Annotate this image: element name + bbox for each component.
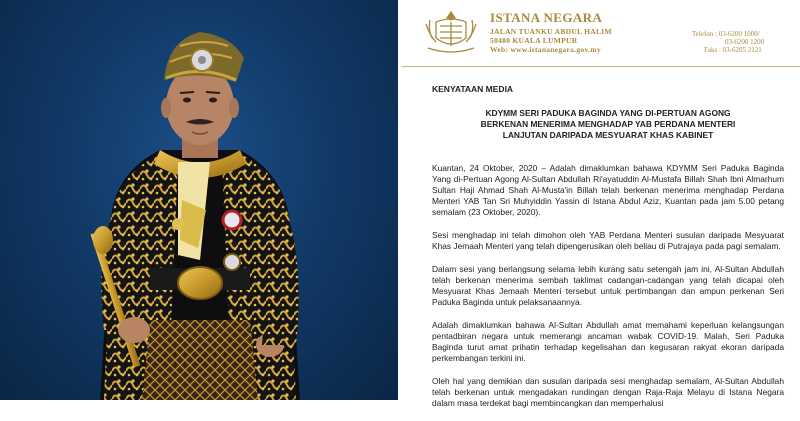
document-title-line: LANJUTAN DARIPADA MESYUARAT KHAS KABINET: [502, 130, 714, 140]
document-paragraph: Adalah dimaklumkan bahawa Al-Sultan Abdullah amat memahami keperluan kelangsungan pentadbiran negara untuk memerangi ancaman wabak COVID-19. Malah, Seri Paduka Baginda turut amat prihatin terhadap kegelisahan dan kegusaran rakyat ekoran daripada perkembangan terkini ini.: [432, 320, 784, 363]
document-paragraph: Sesi menghadap ini telah dimohon oleh YAB Perdana Menteri susulan daripada Mesyuarat Khas Jemaah Menteri yang telah dipengerusikan oleh beliau di Putrajaya pada pagi semalam.: [432, 230, 784, 251]
document-paragraph: Dalam sesi yang berlangsung selama lebih kurang satu setengah jam ini, Al-Sultan Abdullah telah berkenan menerima sembah taklimat cadangan-cadangan yang telah dicapai oleh Mesyuarat Khas Jemaah Menteri tersebut untuk pertimbangan dan ampun perkenan Seri Paduka Baginda untuk pelaksanaannya.: [432, 264, 784, 307]
letterhead-name: ISTANA NEGARA: [490, 10, 603, 25]
document-title-line: BERKENAN MENERIMA MENGHADAP YAB PERDANA MENTERI: [480, 119, 736, 129]
letterhead-address-line2: 50480 KUALA LUMPUR: [490, 36, 578, 45]
portrait-icon: [0, 0, 398, 400]
document-paragraph: Kuantan, 24 Oktober, 2020 – Adalah dimaklumkan bahawa KDYMM Seri Paduka Baginda Yang di-Pertuan Agong Al-Sultan Abdullah Ri'ayatuddin Al-Mustafa Billah Shah Ibni Almarhum Sultan Haji Ahmad Shah Al-Musta'in Billah telah berkenan menerima menghadap Perdana Menteri YAB Tan Sri Muhyiddin Yassin di Istana Abdul Aziz, Kuantan pada jam 5.00 petang semalam (23 Oktober, 2020).: [432, 163, 784, 217]
media-statement-document: [402, 0, 800, 408]
letterhead-divider: [402, 66, 800, 67]
royal-crest-icon: [422, 8, 480, 54]
document-title: [432, 108, 784, 141]
letterhead-web: Web: www.istananegara.gov.my: [490, 45, 601, 54]
letterhead: [402, 0, 800, 62]
portrait-photo: [0, 0, 398, 400]
letterhead-address-line1: JALAN TUANKU ABDUL HALIM: [490, 27, 612, 36]
document-label: KENYATAAN MEDIA: [432, 84, 514, 94]
letterhead-fax: Faks : 03-6205 2121: [704, 46, 762, 54]
letterhead-telephone: Telefon : 03-6200 1000/: [692, 30, 760, 38]
letterhead-telephone2: 03-6200 1200: [725, 38, 765, 46]
document-body: [432, 84, 784, 421]
document-title-line: KDYMM SERI PADUKA BAGINDA YANG DI-PERTUAN AGONG: [485, 108, 731, 118]
document-paragraph: Oleh hal yang demikian dan susulan daripada sesi menghadap semalam, Al-Sultan Abdullah telah berkenan untuk mengadakan rundingan dengan Raja-Raja Melayu di Istana Negara dalam masa terdekat bagi membincangkan dan memperhalusi: [432, 376, 784, 408]
